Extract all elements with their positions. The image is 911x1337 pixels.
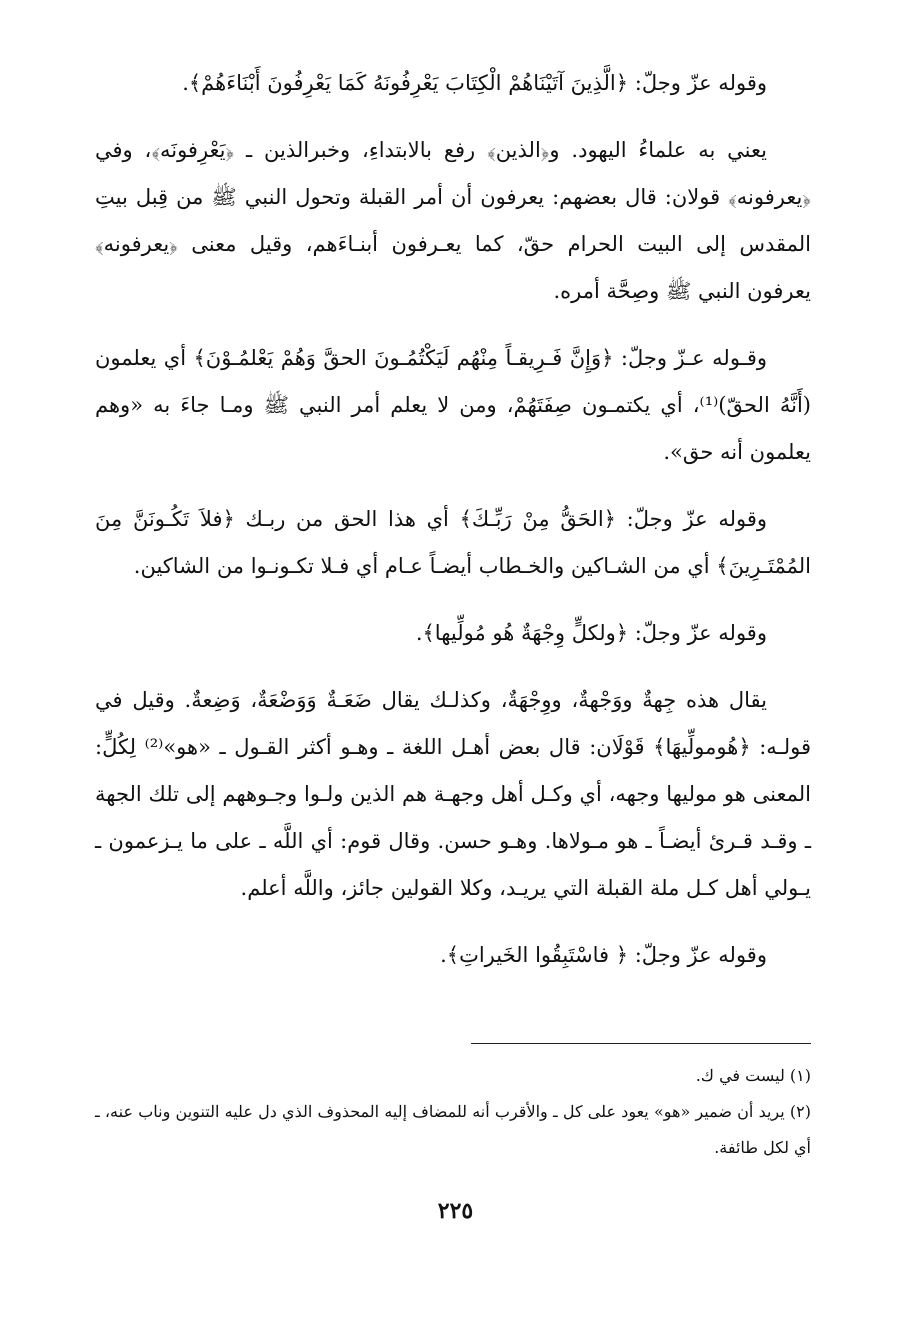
- paragraph-commentary-2: يقال هذه جِهةٌ ووَجْهةٌ، ووِجْهَةٌ، وكذلـك يقال ضَعَـةٌ وَوَضْعَةٌ، وَضِعةٌ. وقيل في قولـه: ﴿هُومولِّيهَا﴾ قَوْلَان: قال بعض أهـل اللغة ـ وهـو أكثر القـول ـ «هو»⁽²⁾ لِكُلٍّ: المعنى هو موليها وجهه، أي وكـل أهل وجهـة هم الذين ولـوا وجـوههم إلى تلك الجهة ـ وقـد قـرئ أيضـاً ـ هو مـولاها. وهـو حسن. وقال قوم: أي اللَّه ـ على ما يـزعمون ـ يـولي أهل كـل ملة القبلة التي يريـد، وكلا القولين جائز، واللَّه أعلم.: [95, 688, 811, 900]
- paragraph-verse-1: وقوله عزّ وجلّ: ﴿الَّذِينَ آتَيْنَاهُمْ الْكِتَابَ يَعْرِفُونَهُ كَمَا يَعْرِفُونَ أَبْنَاءَهُمْ﴾.: [182, 71, 767, 95]
- footnote-2: (٢) يريد أن ضمير «هو» يعود على كل ـ والأقرب أنه للمضاف إليه المحذوف الذي دل عليه التنوين وناب عنه، ـ أي لكل طائفة.: [95, 1102, 811, 1157]
- paragraph-verse-4: وقوله عزّ وجلّ: ﴿ولكلٍّ وِجْهَةٌ هُو مُولِّيها﴾.: [415, 621, 767, 645]
- page-body: [95, 60, 811, 999]
- paragraph-verse-5: وقوله عزّ وجلّ: ﴿ فاسْتَبِقُوا الخَيراتِ﴾.: [440, 943, 767, 967]
- paragraph-verse-2: وقـوله عـزّ وجلّ: ﴿وَإِنَّ فَـرِيقـاً مِنْهُم لَيَكْتُمُـونَ الحقَّ وَهُمْ يَعْلمُـوْنَ﴾ أي يعلمون (أَنَّهُ الحقّ)⁽¹⁾، أي يكتمـون صِفَتَهُمْ، ومن لا يعلم أمر النبي ﷺ ومـا جاءَ به «وهم يعلمون أنه حق».: [95, 346, 811, 464]
- page-number: ٢٢٥: [437, 1198, 474, 1224]
- paragraph-verse-3: وقوله عزّ وجلّ: ﴿الحَقُّ مِنْ رَبِّـكَ﴾ أي هذا الحق من ربـك ﴿فلاَ تَكُـونَنَّ مِنَ المُمْتَـرِينَ﴾ أي من الشـاكين والخـطاب أيضـاً عـام أي فـلا تكـونـوا من الشاكين.: [95, 507, 811, 578]
- footnotes: [95, 1058, 811, 1166]
- paragraph-commentary-1: يعني به علماءُ اليهود. و﴿الذين﴾ رفع بالابتداءِ، وخبرالذين ـ ﴿يَعْرِفونَه﴾، وفي ﴿يعرفونه﴾ قولان: قال بعضهم: يعرفون أن أمر القبلة وتحول النبي ﷺ من قِبل بيتِ المقدس إلى البيت الحرام حقّ، كما يعـرفون أبنـاءَهم، وقيل معنى ﴿يعرفونه﴾ يعرفون النبي ﷺ وصِحَّة أمره.: [95, 138, 811, 303]
- footnote-divider: [471, 1043, 811, 1044]
- footnote-1: (١) ليست في ك.: [695, 1066, 811, 1085]
